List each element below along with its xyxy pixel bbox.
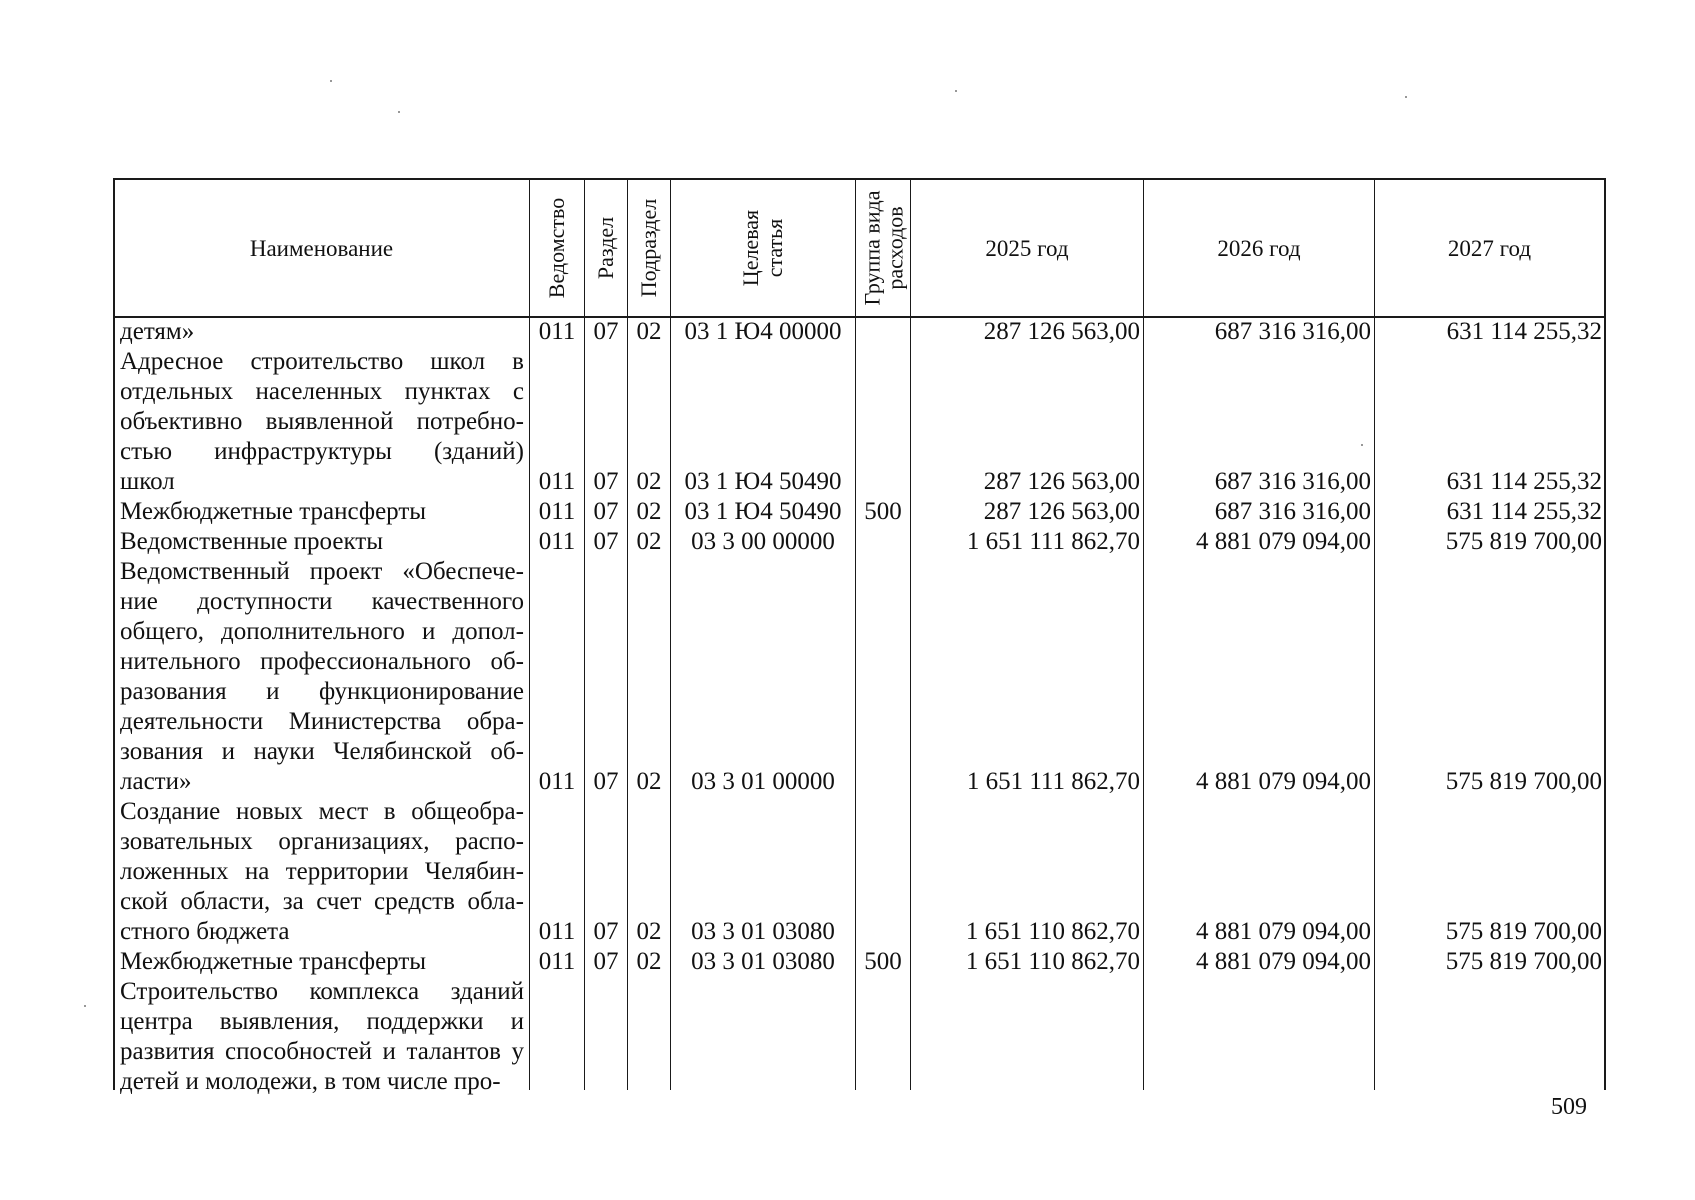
- amount-2025-cell: 1 651 110 862,70: [965, 918, 1140, 945]
- target-article-cell: 03 1 Ю4 00000: [684, 318, 842, 345]
- amount-2026-cell: 4 881 079 094,00: [1196, 768, 1371, 795]
- scan-speck: [84, 1005, 86, 1007]
- page-number: 509: [1551, 1094, 1587, 1120]
- amount-2026-cell: 687 316 316,00: [1214, 498, 1371, 525]
- target-article-cell: 03 1 Ю4 50490: [684, 468, 842, 495]
- header-agency: [530, 180, 584, 316]
- amount-2027-cell: 631 114 255,32: [1446, 318, 1602, 345]
- row-name-line: ской области, за счет средств обла-: [120, 888, 524, 915]
- header-subsection-text: Подраздел: [636, 198, 662, 298]
- target-article-cell: 03 3 01 00000: [691, 768, 835, 795]
- expense-group-cell: 500: [864, 948, 902, 975]
- row-name-cell: [120, 977, 524, 1097]
- agency-code-cell: 011: [538, 498, 576, 525]
- header-name: [114, 180, 529, 316]
- amount-2027-cell: 575 819 700,00: [1445, 948, 1602, 975]
- row-name-cell: [120, 947, 524, 977]
- section-code-cell: 07: [593, 528, 619, 555]
- amount-2027-cell: 575 819 700,00: [1445, 768, 1602, 795]
- row-name-line: объективно выявленной потребно-: [120, 408, 524, 435]
- agency-code-cell: 011: [538, 948, 576, 975]
- amount-2026-cell: 4 881 079 094,00: [1196, 528, 1371, 555]
- agency-code-cell: 011: [538, 768, 576, 795]
- agency-code-cell: 011: [538, 318, 576, 345]
- row-name-line: стного бюджета: [120, 918, 290, 945]
- row-name-line: отдельных населенных пунктах с: [120, 378, 524, 405]
- subsection-code-cell: 02: [636, 498, 662, 525]
- row-name-line: разования и функционирование: [120, 678, 524, 705]
- row-name-line: общего, дополнительного и допол-: [120, 618, 524, 645]
- row-name-cell: [120, 527, 524, 557]
- scan-speck: [1405, 96, 1407, 98]
- section-code-cell: 07: [593, 498, 619, 525]
- section-code-cell: 07: [593, 468, 619, 495]
- row-name-line: деятельности Министерства обра-: [120, 708, 524, 735]
- amount-2026-cell: 4 881 079 094,00: [1196, 918, 1371, 945]
- header-target-article-line2: статья: [761, 218, 787, 278]
- amount-2025-cell: 1 651 111 862,70: [966, 768, 1140, 795]
- subsection-code-cell: 02: [636, 948, 662, 975]
- row-name-cell: [120, 557, 524, 797]
- amount-2026-cell: 687 316 316,00: [1214, 468, 1371, 495]
- row-name-line: Адресное строительство школ в: [120, 348, 524, 375]
- amount-2025-cell: 287 126 563,00: [983, 498, 1140, 525]
- header-target-article-line1: Целевая: [737, 209, 763, 287]
- subsection-code-cell: 02: [636, 318, 662, 345]
- row-name-line: Ведомственные проекты: [120, 528, 384, 555]
- row-name-line: зовательных организациях, распо-: [120, 828, 524, 855]
- header-2027: [1375, 180, 1604, 316]
- row-name-line: ложенных на территории Челябин-: [120, 858, 524, 885]
- target-article-cell: 03 3 01 03080: [691, 918, 835, 945]
- row-name-line: стью инфраструктуры (зданий): [120, 438, 524, 465]
- agency-code-cell: 011: [538, 918, 576, 945]
- subsection-code-cell: 02: [636, 528, 662, 555]
- row-name-line: детей и молодежи, в том числе про-: [120, 1068, 501, 1095]
- scan-speck: [955, 90, 957, 92]
- subsection-code-cell: 02: [636, 918, 662, 945]
- amount-2027-cell: 575 819 700,00: [1445, 528, 1602, 555]
- agency-code-cell: 011: [538, 528, 576, 555]
- amount-2027-cell: 631 114 255,32: [1446, 468, 1602, 495]
- row-name-cell: [120, 797, 524, 947]
- amount-2026-cell: 687 316 316,00: [1214, 318, 1371, 345]
- target-article-cell: 03 1 Ю4 50490: [684, 498, 842, 525]
- header-subsection: [628, 180, 670, 316]
- amount-2026-cell: 4 881 079 094,00: [1196, 948, 1371, 975]
- row-name-line: ние доступности качественного: [120, 588, 524, 615]
- section-code-cell: 07: [593, 318, 619, 345]
- row-name-line: развития способностей и талантов у: [120, 1038, 524, 1065]
- row-name-line: зования и науки Челябинской об-: [120, 738, 524, 765]
- row-name-line: нительного профессионального об-: [120, 648, 524, 675]
- row-name-line: Межбюджетные трансферты: [120, 948, 427, 975]
- row-name-line: Создание новых мест в общеобра-: [120, 798, 524, 825]
- target-article-cell: 03 3 01 03080: [691, 948, 835, 975]
- col-border-right: [1604, 178, 1606, 1090]
- header-expense-group-line1: Группа вида: [859, 190, 885, 306]
- amount-2027-cell: 575 819 700,00: [1445, 918, 1602, 945]
- header-2025: [911, 180, 1143, 316]
- row-name-cell: [120, 317, 524, 347]
- scan-speck: [1361, 444, 1363, 446]
- row-name-cell: [120, 497, 524, 527]
- section-code-cell: 07: [593, 768, 619, 795]
- header-2026-text: 2026 год: [1217, 235, 1301, 261]
- amount-2027-cell: 631 114 255,32: [1446, 498, 1602, 525]
- header-2027-text: 2027 год: [1447, 235, 1532, 261]
- section-code-cell: 07: [593, 918, 619, 945]
- agency-code-cell: 011: [538, 468, 576, 495]
- header-agency-text: Ведомство: [544, 197, 569, 299]
- scan-speck: [398, 111, 400, 113]
- subsection-code-cell: 02: [636, 468, 662, 495]
- row-name-line: Ведомственный проект «Обеспече-: [120, 558, 524, 585]
- header-section-text: Раздел: [593, 216, 619, 280]
- header-expense-group: [856, 180, 910, 316]
- row-name-line: Межбюджетные трансферты: [120, 498, 427, 525]
- header-expense-group-line2: расходов: [882, 206, 908, 290]
- target-article-cell: 03 3 00 00000: [691, 528, 835, 555]
- header-name-text: Наименование: [249, 235, 394, 261]
- scan-speck: [330, 80, 332, 82]
- amount-2025-cell: 287 126 563,00: [983, 318, 1140, 345]
- row-name-line: ласти»: [120, 768, 192, 795]
- amount-2025-cell: 1 651 110 862,70: [965, 948, 1140, 975]
- subsection-code-cell: 02: [636, 768, 662, 795]
- amount-2025-cell: 1 651 111 862,70: [966, 528, 1140, 555]
- row-name-line: центра выявления, поддержки и: [120, 1008, 524, 1035]
- expense-group-cell: 500: [864, 498, 902, 525]
- row-name-line: Строительство комплекса зданий: [120, 978, 524, 1005]
- amount-2025-cell: 287 126 563,00: [983, 468, 1140, 495]
- row-name-line: детям»: [120, 318, 195, 345]
- section-code-cell: 07: [593, 948, 619, 975]
- row-name-cell: [120, 347, 524, 497]
- header-section: [585, 180, 627, 316]
- row-name-line: школ: [120, 468, 175, 495]
- header-2026: [1144, 180, 1374, 316]
- header-target-article: [671, 180, 855, 316]
- header-2025-text: 2025 год: [985, 235, 1069, 261]
